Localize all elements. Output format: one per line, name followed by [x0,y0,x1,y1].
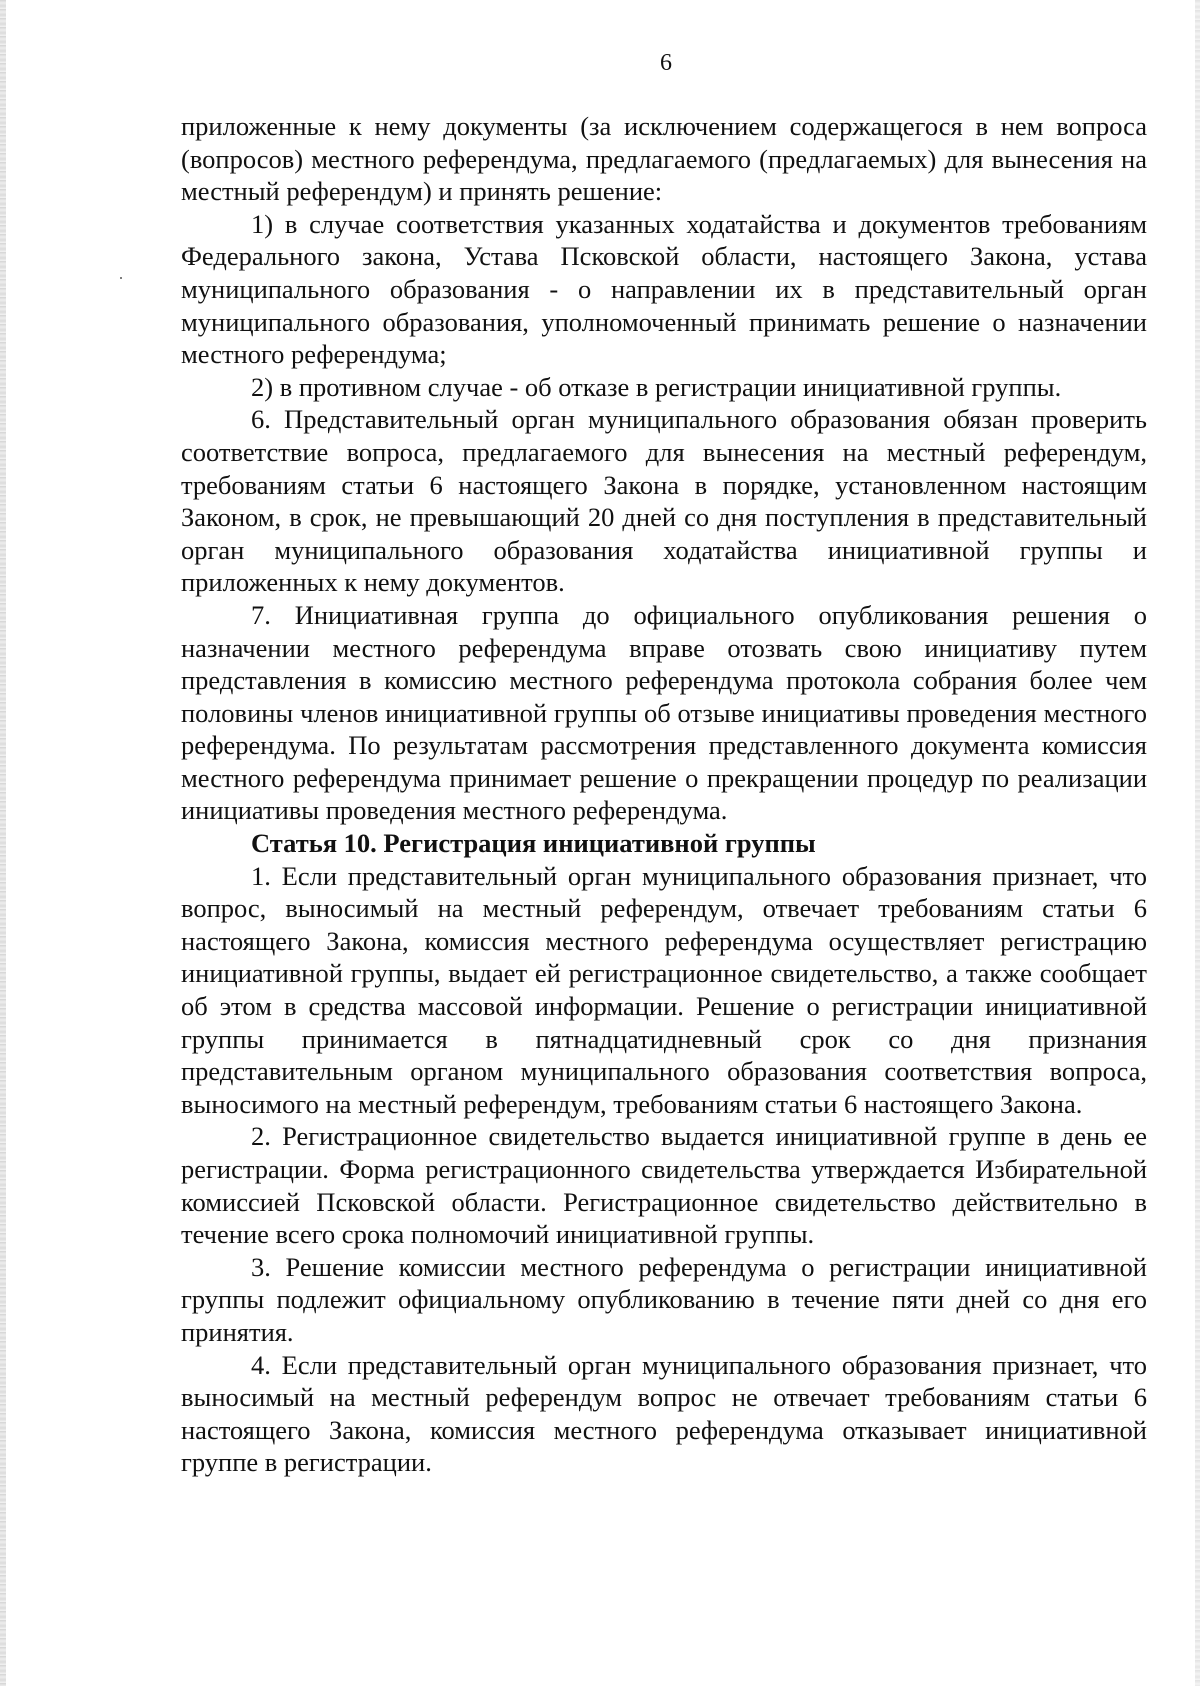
article-10-heading: Статья 10. Регистрация инициативной группы [251,828,816,859]
paragraph-item-2: 2) в противном случае - об отказе в регистрации инициативной группы. [251,371,1062,402]
article-10-part-1: 1. Если представительный орган муниципального образования признает, что вопрос, выносимый на местный референдум, отвечает требованиям статьи 6 настоящего Закона, комиссия местного референдума осуществляет регистрацию инициативной группы, выдает ей регистрационное свидетельство, а также сообщает об этом в средства массовой информации. Решение о регистрации инициативной группы принимается в пятнадцатидневный срок со дня признания представительным органом муниципального образования соответствия вопроса, выносимого на местный референдум, требованиям статьи 6 настоящего Закона. [181,860,1147,1119]
article-10-part-2: 2. Регистрационное свидетельство выдается инициативной группе в день ее регистрации. Форма регистрационного свидетельства утверждается Избирательной комиссией Псковской области. Регистрационное свидетельство действительно в течение всего срока полномочий инициативной группы. [181,1121,1147,1250]
article-10-part-3: 3. Решение комиссии местного референдума о регистрации инициативной группы подлежит официальному опубликованию в течение пяти дней со дня его принятия. [181,1251,1147,1347]
scan-edge-left [0,0,6,1686]
paragraph-item-1: 1) в случае соответствия указанных ходатайства и документов требованиям Федерального закона, Устава Псковской области, настоящего Закона, устава муниципального образования - о направлении их в представительный орган муниципального образования, уполномоченный принимать решение о назначении местного референдума; [181,208,1147,370]
paragraph-part-7: 7. Инициативная группа до официального опубликования решения о назначении местного референдума вправе отозвать свою инициативу путем представления в комиссию местного референдума протокола собрания более чем половины членов инициативной группы об отзыве инициативы проведения местного референдума. По результатам рассмотрения представленного документа комиссия местного референдума принимает решение о прекращении процедур по реализации инициативы проведения местного референдума. [181,599,1147,826]
paragraph-part-6: 6. Представительный орган муниципального образования обязан проверить соответствие вопроса, предлагаемого для вынесения на местный референдум, требованиям статьи 6 настоящего Закона в порядке, установленном настоящим Законом, в срок, не превышающий 20 дней со дня поступления в представительный орган муниципального образования ходатайства инициативной группы и приложенных к нему документов. [181,404,1147,598]
page-number: 6 [660,50,672,76]
scan-edge-right [1195,0,1200,1686]
document-body [181,110,1147,1479]
scan-speck [120,277,122,279]
paragraph-continuation: приложенные к нему документы (за исключением содержащегося в нем вопроса (вопросов) местного референдума, предлагаемого (предлагаемых) для вынесения на местный референдум) и принять решение: [181,111,1147,207]
article-10-part-4: 4. Если представительный орган муниципального образования признает, что выносимый на местный референдум вопрос не отвечает требованиям статьи 6 настоящего Закона, комиссия местного референдума отказывает инициативной группе в регистрации. [181,1349,1147,1478]
